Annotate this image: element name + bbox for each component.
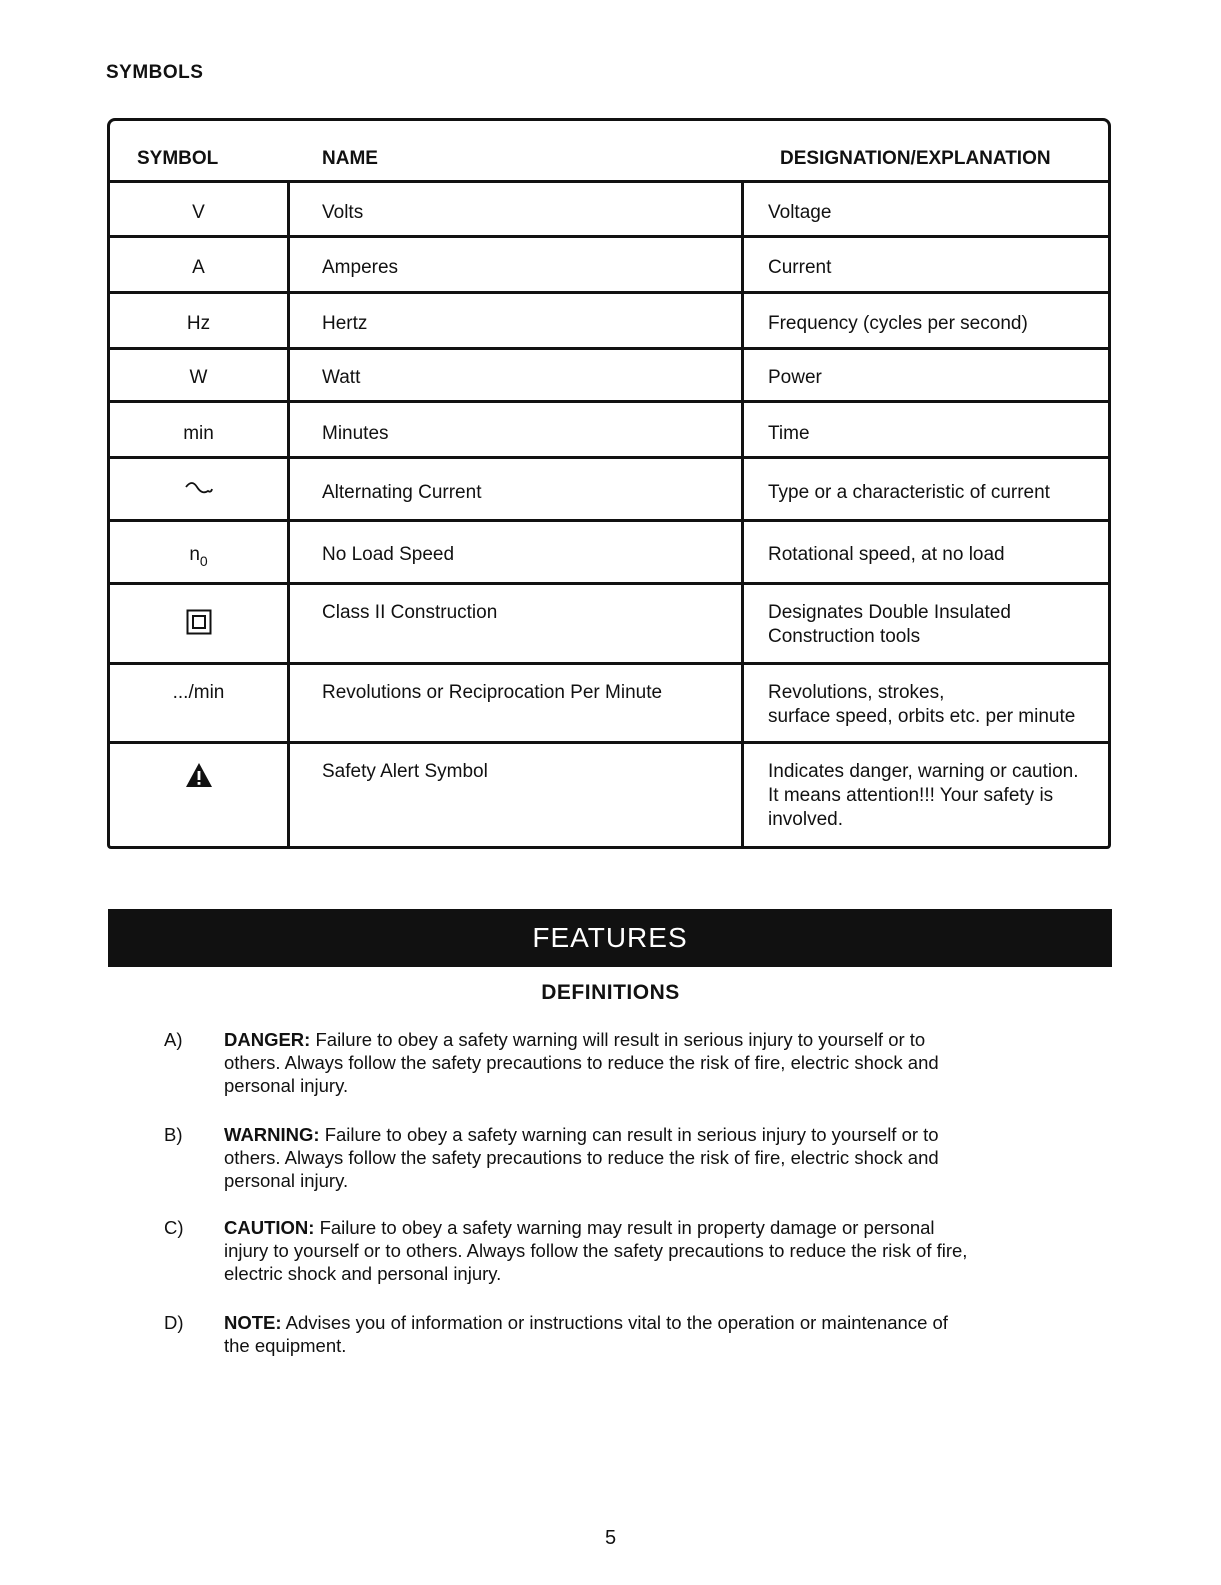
table-row <box>110 459 1108 522</box>
name-cell: No Load Speed <box>322 544 455 565</box>
symbol-cell: A <box>192 257 205 278</box>
alternating-current-icon <box>110 479 287 506</box>
definition-line: electric shock and personal injury. <box>224 1263 502 1284</box>
table-row <box>110 350 1108 403</box>
definition-letter: C) <box>164 1217 184 1238</box>
definition-text <box>224 1311 1044 1357</box>
designation-line: surface speed, orbits etc. per minute <box>768 706 1076 727</box>
designation-cell: Voltage <box>768 202 832 223</box>
definition-line: Failure to obey a safety warning will result in serious injury to yourself or to <box>310 1029 926 1050</box>
designation-cell: Frequency (cycles per second) <box>768 313 1028 334</box>
symbol-cell: V <box>192 202 205 223</box>
designation-line: It means attention!!! Your safety is <box>768 785 1054 806</box>
definition-line: others. Always follow the safety precautions to reduce the risk of fire, electric shock and <box>224 1147 939 1168</box>
symbol-subscript: 0 <box>199 553 208 569</box>
symbol-cell: Hz <box>186 313 211 334</box>
definition-letter: A) <box>164 1029 183 1050</box>
page-number: 5 <box>604 1527 617 1549</box>
table-row <box>110 238 1108 294</box>
name-cell: Alternating Current <box>322 482 482 503</box>
section-title: SYMBOLS <box>106 62 204 83</box>
definition-text <box>224 1123 1044 1192</box>
definition-line: injury to yourself or to others. Always follow the safety precautions to reduce the risk of fire, <box>224 1240 968 1261</box>
definition-line: Failure to obey a safety warning can result in serious injury to yourself or to <box>319 1124 939 1145</box>
definition-text <box>224 1028 1044 1097</box>
definition-term: CAUTION: <box>224 1217 315 1238</box>
table-header-row <box>110 121 1108 183</box>
definition-letter: D) <box>164 1312 184 1333</box>
designation-cell: Current <box>768 257 832 278</box>
table-row <box>110 744 1108 846</box>
definition-line: personal injury. <box>224 1075 349 1096</box>
definitions-title: DEFINITIONS <box>541 981 680 1004</box>
definition-term: DANGER: <box>224 1029 311 1050</box>
designation-line: Designates Double Insulated <box>768 602 1011 623</box>
double-insulated-square-icon <box>110 609 287 642</box>
definition-term: NOTE: <box>224 1312 282 1333</box>
name-cell: Revolutions or Reciprocation Per Minute <box>322 682 663 703</box>
features-banner: FEATURES <box>108 909 1112 967</box>
header-symbol: SYMBOL <box>137 148 219 169</box>
table-row <box>110 665 1108 744</box>
table-row <box>110 403 1108 459</box>
name-cell: Amperes <box>322 257 399 278</box>
header-designation: DESIGNATION/EXPLANATION <box>780 148 1051 169</box>
definition-text <box>224 1216 1044 1285</box>
table-row <box>110 585 1108 665</box>
name-cell: Volts <box>322 202 364 223</box>
symbol-main: n <box>189 544 200 565</box>
header-name: NAME <box>322 148 378 169</box>
symbol-cell: W <box>189 367 208 388</box>
table-row <box>110 183 1108 238</box>
safety-alert-triangle-icon <box>110 762 287 795</box>
designation-cell: Type or a characteristic of current <box>768 482 1050 503</box>
designation-cell: Power <box>768 367 822 388</box>
table-row <box>110 294 1108 350</box>
designation-cell: Time <box>768 423 810 444</box>
designation-cell <box>768 681 1108 729</box>
name-cell: Minutes <box>322 423 389 444</box>
designation-line: Construction tools <box>768 626 921 647</box>
symbols-table <box>107 118 1111 849</box>
definition-line: others. Always follow the safety precautions to reduce the risk of fire, electric shock and <box>224 1052 939 1073</box>
name-cell: Class II Construction <box>322 602 498 623</box>
designation-cell <box>768 601 1108 649</box>
name-cell: Watt <box>322 367 361 388</box>
designation-line: Revolutions, strokes, <box>768 682 945 703</box>
symbol-cell: min <box>183 423 214 444</box>
definition-line: Failure to obey a safety warning may result in property damage or personal <box>314 1217 935 1238</box>
name-cell: Safety Alert Symbol <box>322 761 488 782</box>
definition-line: personal injury. <box>224 1170 349 1191</box>
definition-body: Advises you of information or instructions vital to the operation or maintenance of the equipment. <box>224 1312 948 1356</box>
definition-term: WARNING: <box>224 1124 320 1145</box>
symbol-cell: .../min <box>172 682 225 703</box>
table-row <box>110 522 1108 585</box>
designation-line: involved. <box>768 809 843 830</box>
name-cell: Hertz <box>322 313 368 334</box>
designation-line: Indicates danger, warning or caution. <box>768 761 1079 782</box>
symbol-cell <box>110 543 287 573</box>
definition-letter: B) <box>164 1124 183 1145</box>
designation-cell <box>768 760 1108 832</box>
designation-cell: Rotational speed, at no load <box>768 544 1005 565</box>
